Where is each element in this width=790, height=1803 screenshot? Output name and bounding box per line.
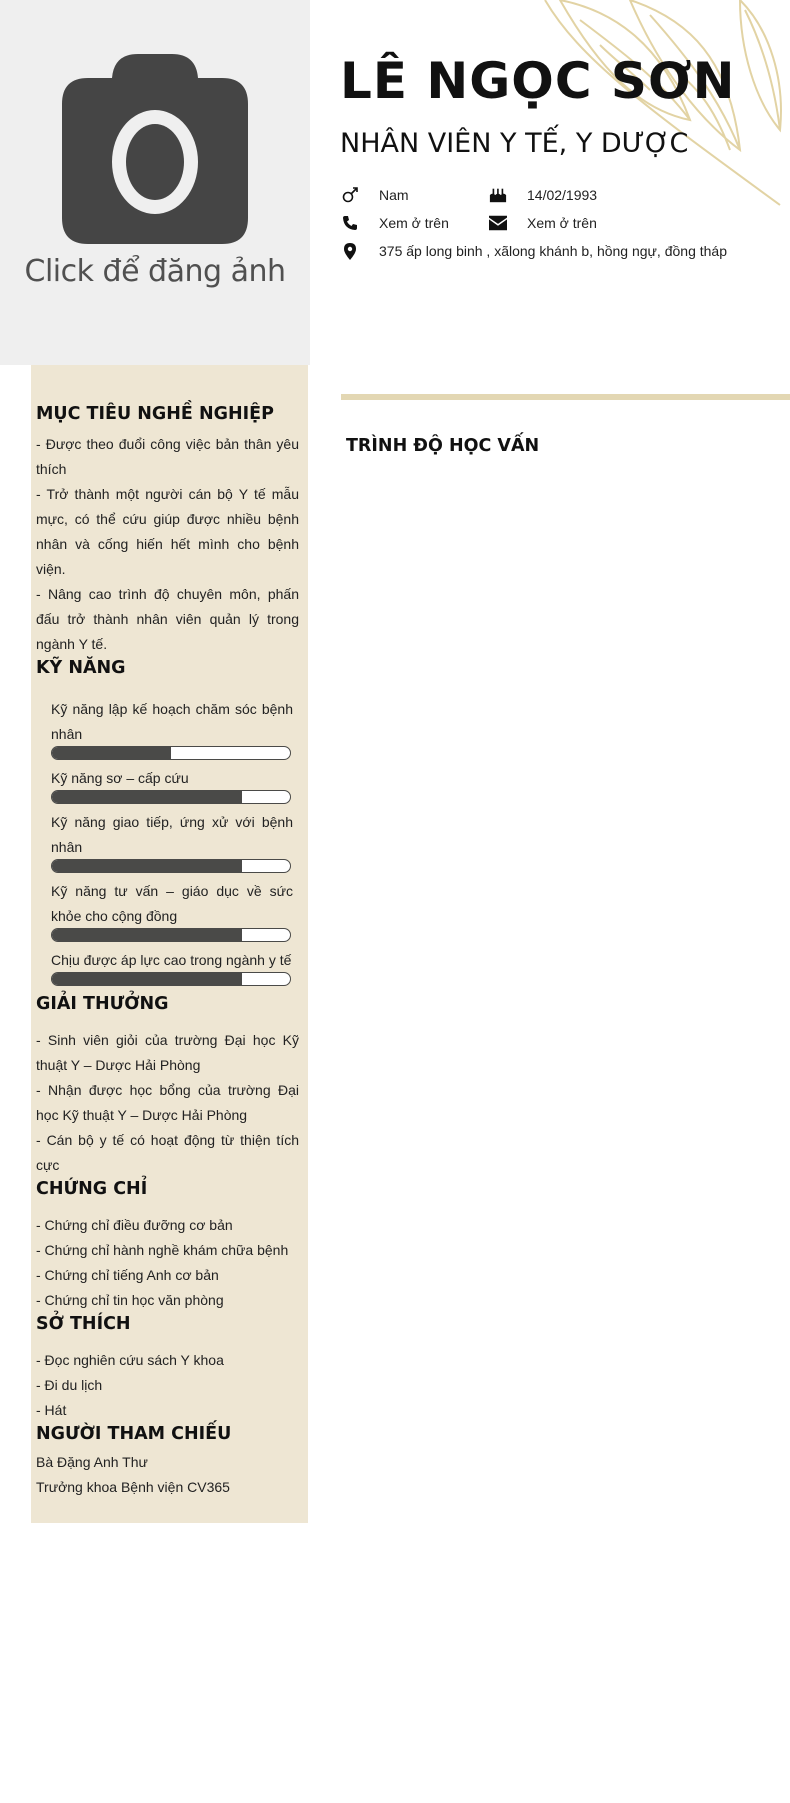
skill-bar	[51, 859, 291, 873]
email-value: Xem ở trên	[527, 215, 597, 231]
skill-label: Kỹ năng tư vấn – giáo dục về sức khỏe cho cộng đồng	[51, 883, 293, 924]
award-item: - Nhận được học bổng của trường Đại học Kỹ thuật Y – Dược Hải Phòng	[36, 1082, 299, 1123]
gender-value: Nam	[379, 187, 409, 203]
skill-bar	[51, 790, 291, 804]
birthday-row	[489, 186, 597, 204]
certificate-item: - Chứng chỉ tiếng Anh cơ bản	[36, 1267, 219, 1283]
hobby-item: - Đi du lịch	[36, 1377, 103, 1393]
skills-heading: KỸ NĂNG	[36, 658, 126, 678]
hobby-item: - Đọc nghiên cứu sách Y khoa	[36, 1352, 224, 1368]
education-heading: TRÌNH ĐỘ HỌC VẤN	[346, 436, 540, 456]
objective-item: - Được theo đuổi công việc bản thân yêu thích	[36, 436, 299, 477]
job-position: NHÂN VIÊN Y TẾ, Y DƯỢC	[340, 128, 689, 159]
skill-label: Kỹ năng sơ – cấp cứu	[51, 770, 189, 786]
address-row	[341, 242, 727, 260]
phone-icon	[341, 214, 359, 232]
camera-icon	[62, 54, 248, 244]
certificates-heading: CHỨNG CHỈ	[36, 1179, 148, 1199]
skill-bar-fill	[52, 973, 242, 985]
avatar-upload[interactable]	[0, 0, 310, 365]
certificate-item: - Chứng chỉ hành nghề khám chữa bệnh	[36, 1242, 289, 1258]
skill-bar-fill	[52, 860, 242, 872]
skill-bar-fill	[52, 747, 171, 759]
location-icon	[341, 242, 359, 260]
skill-bar	[51, 746, 291, 760]
gender-icon	[341, 186, 359, 204]
award-item: - Cán bộ y tế có hoạt động từ thiện tích cực	[36, 1132, 299, 1173]
certificate-item: - Chứng chỉ tin học văn phòng	[36, 1292, 224, 1308]
skill-bar-fill	[52, 791, 242, 803]
objective-item: - Trở thành một người cán bộ Y tế mẫu mực, có thể cứu giúp được nhiều bệnh nhân và cống hiến hết mình cho bệnh viện.	[36, 486, 299, 577]
email-icon	[489, 214, 507, 232]
upload-photo-caption: Click để đăng ảnh	[24, 254, 286, 289]
full-name: LÊ NGỌC SƠN	[340, 52, 736, 110]
birthday-cake-icon	[489, 186, 507, 204]
objective-heading: MỤC TIÊU NGHỀ NGHIỆP	[36, 404, 274, 424]
skill-bar	[51, 972, 291, 986]
awards-heading: GIẢI THƯỞNG	[36, 994, 169, 1014]
gender-row	[341, 186, 409, 204]
birthday-value: 14/02/1993	[527, 187, 598, 203]
reference-name: Bà Đặng Anh Thư	[36, 1454, 148, 1470]
skill-bar	[51, 928, 291, 942]
skill-bar-fill	[52, 929, 242, 941]
section-divider	[341, 394, 790, 400]
certificate-item: - Chứng chỉ điều đưỡng cơ bản	[36, 1217, 233, 1233]
address-value: 375 ấp long binh , xãlong khánh b, hồng ngự, đồng tháp	[379, 243, 727, 259]
phone-value: Xem ở trên	[379, 215, 449, 231]
award-item: - Sinh viên giỏi của trường Đại học Kỹ thuật Y – Dược Hải Phòng	[36, 1032, 299, 1073]
hobby-item: - Hát	[36, 1402, 67, 1418]
skill-label: Kỹ năng giao tiếp, ứng xử với bệnh nhân	[51, 814, 293, 855]
objective-item: - Nâng cao trình độ chuyên môn, phấn đấu trở thành nhân viên quản lý trong ngành Y tế.	[36, 586, 299, 652]
reference-title: Trưởng khoa Bệnh viện CV365	[36, 1479, 230, 1495]
phone-row	[341, 214, 449, 232]
references-heading: NGƯỜI THAM CHIẾU	[36, 1424, 232, 1444]
email-row	[489, 214, 597, 232]
skill-label: Chịu được áp lực cao trong ngành y tế	[51, 952, 292, 968]
hobbies-heading: SỞ THÍCH	[36, 1314, 131, 1334]
skill-label: Kỹ năng lập kế hoạch chăm sóc bệnh nhân	[51, 701, 293, 742]
